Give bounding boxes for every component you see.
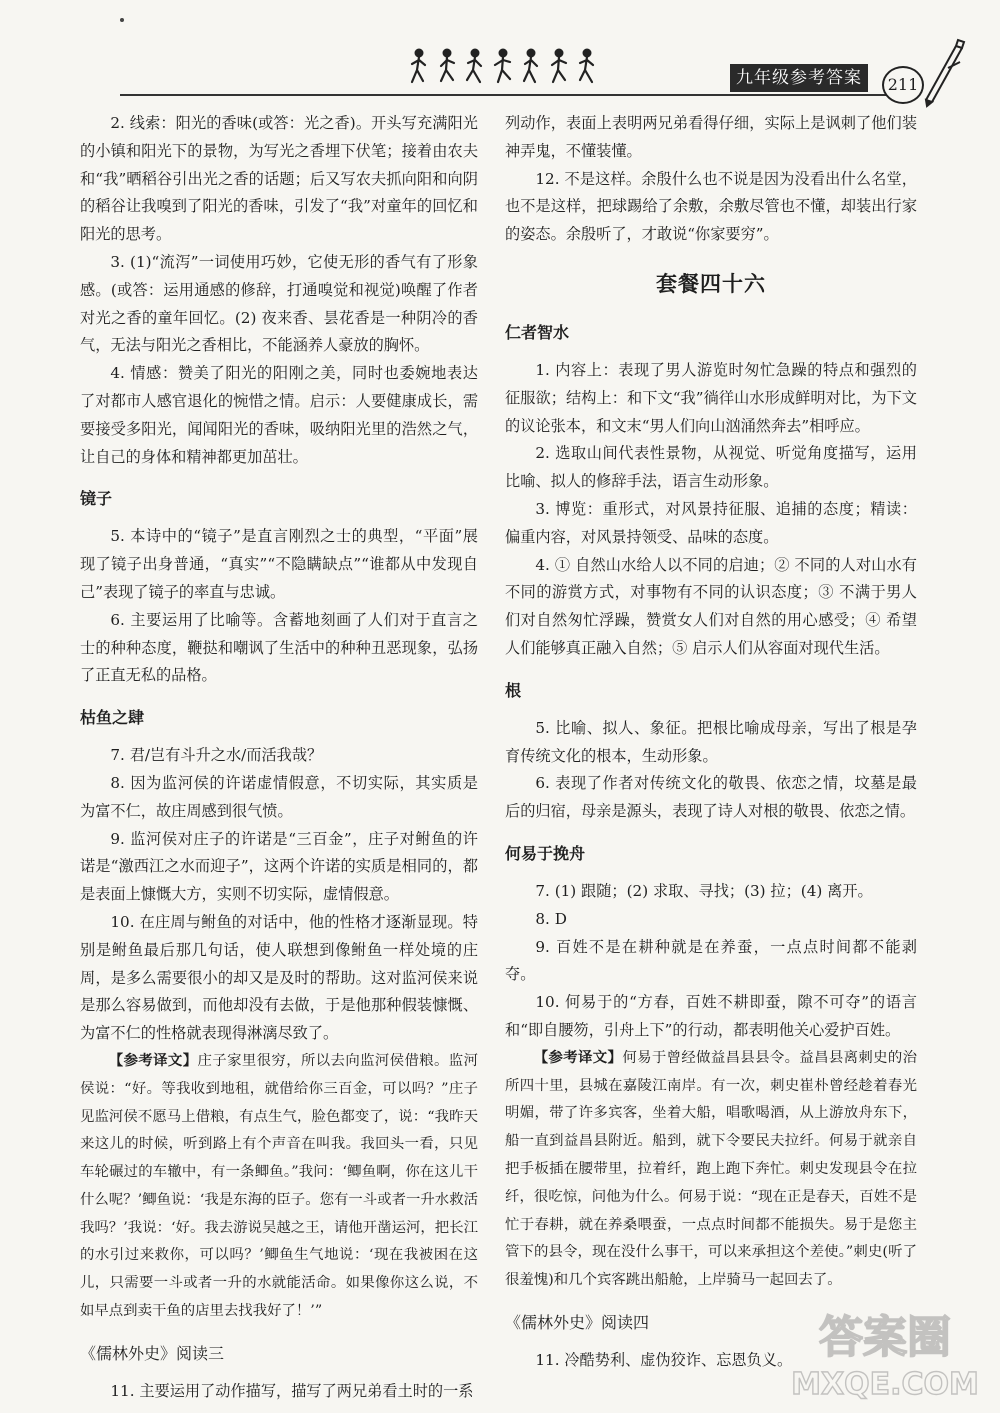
translation-tag-boat: 【参考译文】 [533,1049,623,1066]
answer-8-boat: 8. D [535,909,567,928]
header-rule [120,94,890,96]
translation-tag: 【参考译文】 [108,1052,198,1069]
answer-2-water: 2. 选取山间代表性景物，从视觉、听觉角度描写，运用比喻、拟人的修辞手法，语言生动形象。 [505,444,917,491]
answer-4: 4. 情感：赞美了阳光的阳刚之美，同时也委婉地表达了对都市人感官退化的惋惜之情。启示：人要健康成长，需要接受多阳光，闻闻阳光的香味，吸纳阳光里的浩然之气，让自己的身体和精神都更加茁壮。 [80,364,478,466]
runners-icon [405,48,605,88]
watermark-text-bottom: MXQE.COM [791,1367,979,1402]
page-header [0,0,1000,110]
answer-6: 6. 主要运用了比喻等。含蓄地刻画了人们对于直言之士的种种态度，鞭挞和嘲讽了生活中的种种丑恶现象，弘扬了正直无私的品格。 [80,610,478,685]
answer-3-water: 3. 博览：重形式，对风景持征服、追捕的态度；精读：偏重内容，对风景持领受、品味的态度。 [505,499,917,546]
answer-10-boat: 10. 何易于的“方春，百姓不耕即蚕，隙不可夺”的语言和“即自腰笏，引舟上下”的行动，都表明他关心爱护百姓。 [505,993,917,1039]
section-title-fish: 枯鱼之肆 [80,708,145,728]
reference-translation [80,1048,478,1326]
left-column [80,110,478,1406]
answer-6-root: 6. 表现了作者对传统文化的敬畏、依恋之情，坟墓是最后的归宿，母亲是源头，表现了诗人对根的敬畏、依恋之情。 [505,774,917,821]
translation-text: 庄子家里很穷，所以去向监河侯借粮。监河侯说：“好。等我收到地租，就借给你三百金，可以吗？”庄子见监河侯不愿马上借粮，有点生气，脸色都变了，说：“我昨天来这儿的时候，听到路上有个声音在叫我。我回头一看，只见车轮碾过的车辙中，有一条鲫鱼。”我问：‘鲫鱼啊，你在这儿干什么呢？’鲫鱼说：‘我是东海的臣子。您有一斗或者一升水救活我吗？’我说：‘好。我去游说吴越之王，请他开凿运河，把长江的水引过来救你，可以吗？’鲫鱼生气地说：‘现在我被困在这儿，只需要一斗或者一升的水就能活命。如果像你这么说，不如早点到卖干鱼的店里去找我好了！’” [80,1052,478,1320]
answer-1: 1. 内容上：表现了男人游览时匆忙急躁的特点和强烈的征服欲；结构上：和下文“我”徜徉山水形成鲜明对比，为下文的议论张本，和文末“男人们向山汹涌然奔去”相呼应。 [505,360,917,435]
answer-9: 9. 监河侯对庄子的许诺是“三百金”，庄子对鲋鱼的许诺是“激西江之水而迎子”，这两个许诺的实质是相同的，都是表面上慷慨大方，实则不切实际，虚情假意。 [80,829,478,904]
section-title-mirror: 镜子 [80,489,113,509]
section-title-boat: 何易于挽舟 [505,843,586,863]
watermark-text-top: 答案圈 [819,1312,951,1363]
answer-7: 7. 君/岂有斗升之水/而活我哉？ [110,746,323,765]
answer-7-boat: 7. (1) 跟随；(2) 求取、寻找；(3) 拉；(4) 离开。 [535,881,873,900]
right-column [505,110,917,1375]
section-title-rulin3: 《儒林外史》阅读三 [80,1343,225,1363]
reference-translation-boat [505,1045,917,1295]
answer-5-root: 5. 比喻、拟人、象征。把根比喻成母亲，写出了根是孕育传统文化的根本，生动形象。 [505,718,917,765]
answer-4-water: 4. ① 自然山水给人以不同的启迪；② 不同的人对山水有不同的游赏方式，对事物有不同的认识态度；③ 不满于男人们对自然匆忙浮躁，赞赏女人们对自然的用心感受；④ 希望人们能够真正融入自然；⑤ 启示人们从容面对现代生活。 [505,555,917,657]
answer-2: 2. 线索：阳光的香味(或答：光之香)。开头写充满阳光的小镇和阳光下的景物，为写光之香埋下伏笔；接着由农夫和“我”晒稻谷引出光之香的话题；后又写农夫抓向阳和向阴的稻谷让我嗅到了阳光的香味，引发了“我”对童年的回忆和阳光的思考。 [80,114,478,244]
answer-11-continued: 列动作，表面上表明两兄弟看得仔细，实际上是讽刺了他们装神弄鬼，不懂装懂。 [505,114,917,160]
pen-icon [918,38,968,108]
answer-3: 3. (1)“流泻”一词使用巧妙，它使无形的香气有了形象感。(或答：运用通感的修辞，打通嗅觉和视觉)唤醒了作者对光之香的童年回忆。(2) 夜来香、昙花香是一种阴冷的香气，无法与阳光之香相比，不能涵养人豪放的胸怀。 [80,252,478,355]
answer-9-boat: 9. 百姓不是在耕种就是在养蚕，一点点时间都不能剥夺。 [505,937,917,984]
answer-11-rulin4: 11. 冷酷势利、虚伪狡诈、忘恩负义。 [535,1350,793,1369]
answer-11-rulin3: 11. 主要运用了动作描写，描写了两兄弟看土时的一系 [110,1381,474,1400]
section-title-root: 根 [505,680,522,700]
translation-text-boat: 何易于曾经做益昌县县令。益昌县离刺史的治所四十里，县城在嘉陵江南岸。有一次，刺史崔朴曾经趁着春光明媚，带了许多宾客，坐着大船，唱歌喝酒，从上游放舟东下，船一直到益昌县附近。船到，就下令要民夫拉纤。何易于就亲自把手板插在腰带里，拉着纤，跑上跑下奔忙。刺史发现县令在拉纤，很吃惊，问他为什么。何易于说：“现在正是春天，百姓不是忙于春耕，就在养桑喂蚕，一点点时间都不能损失。易于是您主管下的县令，现在没什么事干，可以来承担这个差使。”刺史(听了很羞愧)和几个宾客跳出船舱，上岸骑马一起回去了。 [505,1049,917,1289]
header-title: 九年级参考答案 [730,64,868,92]
answer-8: 8. 因为监河侯的许诺虚情假意，不切实际，其实质是为富不仁，故庄周感到很气愤。 [80,773,478,820]
watermark-logo [780,1300,990,1405]
answer-12: 12. 不是这样。余殷什么也不说是因为没看出什么名堂，也不是这样，把球踢给了余敷，余敷尽管也不懂，却装出行家的姿态。余殷听了，才敢说“你家要穷”。 [505,169,917,244]
section-title-water: 仁者智水 [505,322,570,342]
answer-5: 5. 本诗中的“镜子”是直言刚烈之士的典型，“平面”展现了镜子出身普通，“真实”“不隐瞒缺点”“谁都从中发现自己”表现了镜子的率直与忠诚。 [80,527,478,601]
set-title: 套餐四十六 [656,271,766,296]
answer-10: 10. 在庄周与鲋鱼的对话中，他的性格才逐渐显现。特别是鲋鱼最后那几句话，使人联想到像鲋鱼一样处境的庄周，是多么需要很小的却又是及时的帮助。这对监河侯来说是那么容易做到，而他却没有去做，于是他那种假装慷慨、为富不仁的性格就表现得淋漓尽致了。 [80,912,478,1043]
page-number: 211 [882,66,924,104]
section-title-rulin4: 《儒林外史》阅读四 [505,1312,650,1332]
corner-mark [120,18,124,22]
